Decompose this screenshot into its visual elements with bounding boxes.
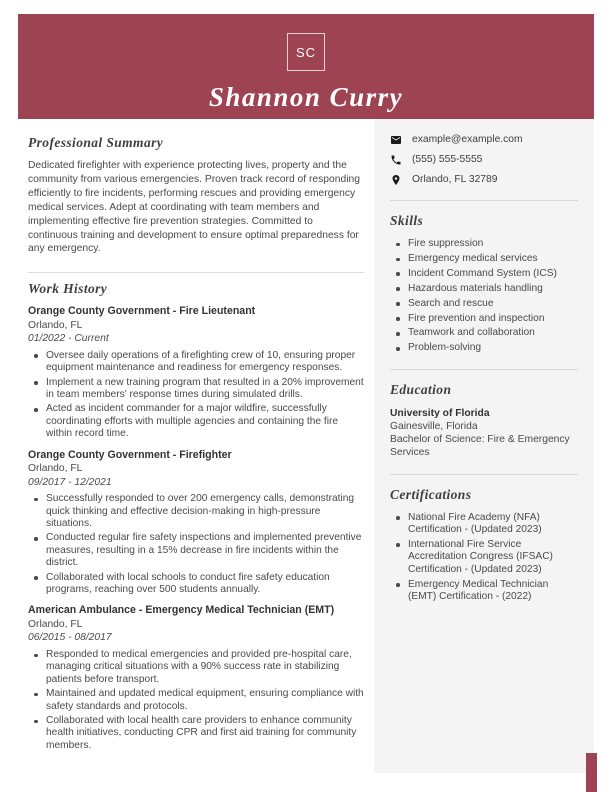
header-banner [18,14,594,119]
monogram-text: SC [295,44,317,60]
certifications-heading: Certifications [390,486,472,502]
job-bullet: Responded to medical emergencies and provided pre-hospital care, managing critical situations with a 90% success rate in stabilizing patients before transport. [28,649,364,686]
work-history-heading: Work History [28,281,108,297]
certification-item: Emergency Medical Technician (EMT) Certification - (2022) [390,579,578,604]
job-bullet-list [28,649,364,752]
job-bullet: Collaborated with local schools to conduct fire safety education programs, reaching over 500 students annually. [28,572,364,597]
contact-row [390,134,578,146]
job-entry [28,449,364,597]
contact-row [390,154,578,166]
skill-item: Problem-solving [390,342,578,354]
job-dates: 06/2015 - 08/2017 [28,632,112,644]
page-corner-accent [586,753,597,792]
certification-item: International Fire Service Accreditation Congress (IFSAC) Certification - (Updated 2023) [390,539,578,576]
job-entry [28,604,364,752]
job-title: Orange County Government - Fire Lieutenant [28,305,256,318]
skill-item: Fire prevention and inspection [390,313,578,325]
job-location: Orlando, FL [28,463,83,475]
job-title: Orange County Government - Firefighter [28,448,232,461]
school-name: University of Florida [390,407,490,419]
divider [390,474,578,475]
summary-heading: Professional Summary [28,135,164,150]
job-bullet: Conducted regular fire safety inspections and implemented preventive measures, resulting in a 15% decrease in fire incidents within the district. [28,532,364,569]
contact-location: Orlando, FL 32789 [412,174,498,185]
left-column [28,127,364,754]
contact-row [390,174,578,186]
education-heading: Education [390,381,452,397]
job-dates: 01/2022 - Current [28,333,109,345]
monogram-box [287,33,325,71]
job-bullet: Collaborated with local health care providers to enhance community health initiatives, conducting CPR and first aid training for community members. [28,715,364,752]
job-entry [28,305,364,440]
contact-phone: (555) 555-5555 [412,154,483,165]
summary-text: Dedicated firefighter with experience protecting lives, property and the community from various emergencies. Proven track record of responding efficiently to fire incidents, performing rescues and providing emergency medical services. Adept at coordinating with team members and implementing effective fire prevention strategies. Committed to continuous training and development to ensure optimal preparedness for any emergency. [28,160,360,255]
education-entry [390,407,578,460]
school-location: Gainesville, Florida [390,420,478,432]
skills-list [390,238,578,355]
divider [390,200,578,201]
job-bullet: Successfully responded to over 200 emergency calls, demonstrating quick thinking and effective decision-making in high-pressure situations. [28,493,364,530]
location-icon [390,174,402,186]
certification-item: National Fire Academy (NFA) Certification - (Updated 2023) [390,512,578,537]
job-bullet: Implement a new training program that resulted in a 20% improvement in team members' response times during simulated drills. [28,377,364,402]
job-title: American Ambulance - Emergency Medical Technician (EMT) [28,604,335,617]
skills-heading: Skills [390,213,424,228]
job-bullet: Maintained and updated medical equipment, ensuring compliance with safety standards and protocols. [28,688,364,713]
skill-item: Search and rescue [390,298,578,310]
skill-item: Incident Command System (ICS) [390,268,578,280]
contact-email: example@example.com [412,134,523,145]
job-bullet-list [28,493,364,596]
contact-list [390,134,578,186]
skill-item: Teamwork and collaboration [390,327,578,339]
skill-item: Fire suppression [390,238,578,250]
job-bullet-list [28,350,364,441]
job-bullet: Oversee daily operations of a firefighting crew of 10, ensuring proper equipment maintenance and readiness for emergency responses. [28,350,364,375]
candidate-name: Shannon Curry [208,82,404,112]
skill-item: Emergency medical services [390,253,578,265]
job-location: Orlando, FL [28,618,83,630]
divider [28,272,364,273]
sidebar [374,119,594,773]
job-location: Orlando, FL [28,319,83,331]
phone-icon [390,154,402,166]
job-bullet: Acted as incident commander for a major wildfire, successfully coordinating efforts with multiple agencies and containing the fire within record time. [28,403,364,440]
email-icon [390,134,402,146]
job-dates: 09/2017 - 12/2021 [28,476,112,488]
divider [390,369,578,370]
skill-item: Hazardous materials handling [390,283,578,295]
degree: Bachelor of Science: Fire & Emergency Services [390,434,570,459]
certifications-list [390,512,578,604]
